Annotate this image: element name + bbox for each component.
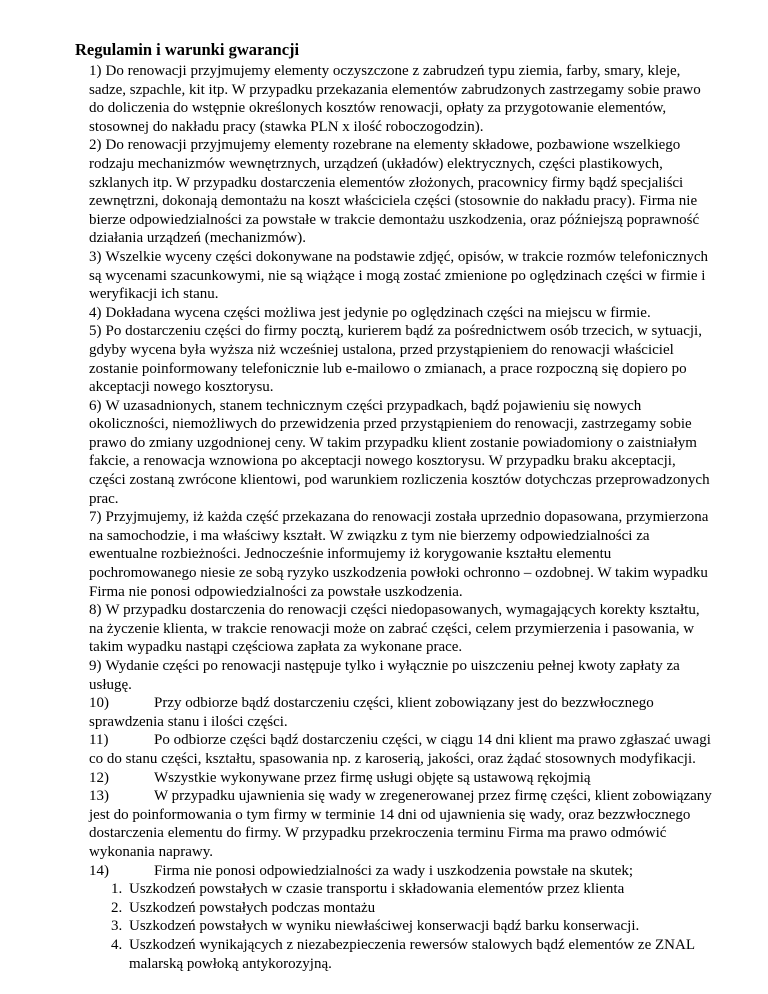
sub-item-text: Uszkodzeń powstałych podczas montażu bbox=[129, 899, 376, 916]
regulation-item-6 bbox=[89, 397, 714, 509]
sub-item-number: 4. bbox=[111, 936, 123, 953]
regulation-item-14 bbox=[89, 862, 714, 881]
item-text: Dokładana wycena części możliwa jest jedynie po oględzinach części na miejscu w firmie. bbox=[105, 304, 651, 321]
item-number: 14) bbox=[89, 862, 109, 879]
item-number: 13) bbox=[89, 788, 109, 805]
sub-item-1 bbox=[89, 880, 714, 899]
item-text: Przyjmujemy, iż każda część przekazana do renowacji została uprzednio dopasowana, przymierzona na samochodzie, i ma właściwy kształt. W związku z tym nie bierzemy odpowiedzialności za ewentualne rozbieżności. Jednocześnie informujemy iż korygowanie kształtu elementu pochromowanego niesie ze sobą ryzyko uszkodzenia powłoki ochronno – ozdobnej. W takim wypadku Firma nie ponosi odpowiedzialności za powstałe uszkodzenia. bbox=[89, 509, 709, 600]
item-number: 6) bbox=[89, 397, 102, 414]
item-text: W przypadku ujawnienia się wady w zregenerowanej przez firmę części, klient zobowiązany jest do poinformowania o tym firmy w terminie 14 dni od ujawnienia się wady, oraz bezzwłocznego dostarczenia elementu do firmy. W przypadku przekroczenia terminu Firma ma prawo odmówić wykonania naprawy. bbox=[89, 788, 712, 860]
item-text: Po odbiorze części bądź dostarczeniu części, w ciągu 14 dni klient ma prawo zgłaszać uwagi co do stanu części, kształtu, spasowania np. z karoserią, jakości, oraz żądać stosownych modyfikacji. bbox=[89, 732, 711, 767]
regulation-item-8 bbox=[89, 601, 714, 657]
sub-item-text: Uszkodzeń powstałych w czasie transportu i składowania elementów przez klienta bbox=[129, 881, 625, 898]
sub-item-3 bbox=[89, 917, 714, 936]
sub-item-text: Uszkodzeń powstałych w wyniku niewłaściwej konserwacji bądź barku konserwacji. bbox=[129, 918, 640, 935]
item-text: Do renowacji przyjmujemy elementy oczyszczone z zabrudzeń typu ziemia, farby, smary, kleje, sadze, szpachle, kit itp. W przypadku przekazania elementów zabrudzonych zastrzegamy sobie prawo do doliczenia do wstępnie określonych kosztów renowacji, opłaty za przygotowanie elementów, stosownej do nakładu pracy (stawka PLN x ilość roboczogodzin). bbox=[89, 63, 701, 135]
item-number: 2) bbox=[89, 137, 102, 154]
item-text: Przy odbiorze bądź dostarczeniu części, klient zobowiązany jest do bezzwłocznego sprawdzenia stanu i ilości części. bbox=[89, 695, 654, 730]
item-text: Wydanie części po renowacji następuje tylko i wyłącznie po uiszczeniu pełnej kwoty zapłaty za usługę. bbox=[89, 658, 680, 693]
sub-item-text: Uszkodzeń wynikających z niezabezpieczenia rewersów stalowych bądź elementów ze ZNAL malarską powłoką antykorozyjną. bbox=[129, 936, 695, 972]
sub-item-4 bbox=[89, 936, 714, 973]
item-number: 8) bbox=[89, 602, 102, 619]
item-text: W przypadku dostarczenia do renowacji części niedopasowanych, wymagających korekty kształtu, na życzenie klienta, w trakcie renowacji może on zabrać części, celem przymierzenia i pasowania, w takim wypadku nastąpi częściowa zapłata za wykonane prace. bbox=[89, 602, 700, 656]
item-number: 7) bbox=[89, 509, 102, 526]
regulation-item-1 bbox=[89, 62, 714, 136]
item-number: 3) bbox=[89, 248, 102, 265]
regulation-item-12 bbox=[89, 769, 714, 788]
item-text: Wszystkie wykonywane przez firmę usługi objęte są ustawową rękojmią bbox=[154, 769, 591, 786]
regulation-item-5 bbox=[89, 322, 714, 396]
item-text: Firma nie ponosi odpowiedzialności za wady i uszkodzenia powstałe na skutek; bbox=[154, 862, 634, 879]
regulation-item-10 bbox=[89, 694, 714, 731]
item-text: W uzasadnionych, stanem technicznym części przypadkach, bądź pojawieniu się nowych okoliczności, niemożliwych do przewidzenia przed przystąpieniem do renowacji, zastrzegamy sobie prawo do zmiany uzgodnionej ceny. W takim przypadku klient zostanie powiadomiony o zaistniałym fakcie, a renowacja wznowiona po akceptacji nowego kosztorysu. W przypadku braku akceptacji, części zostaną zwrócone klientowi, pod warunkiem rozliczenia kosztów dotychczas przeprowadzonych prac. bbox=[89, 397, 710, 507]
item-number: 11) bbox=[89, 732, 109, 749]
item-text: Wszelkie wyceny części dokonywane na podstawie zdjęć, opisów, w trakcie rozmów telefonicznych są wycenami szacunkowymi, nie są wiążące i mogą zostać zmienione po oględzinach części w firmie i weryfikacji ich stanu. bbox=[89, 248, 709, 303]
document-title: Regulamin i warunki gwarancji bbox=[75, 40, 300, 59]
sub-item-2 bbox=[89, 899, 714, 918]
item-number: 1) bbox=[89, 63, 102, 79]
item-number: 12) bbox=[89, 769, 109, 786]
regulation-item-7 bbox=[89, 508, 714, 601]
sub-item-number: 1. bbox=[111, 881, 123, 898]
regulation-item-9 bbox=[89, 657, 714, 694]
regulation-item-13 bbox=[89, 787, 714, 861]
item-number: 10) bbox=[89, 695, 109, 712]
item-number: 9) bbox=[89, 658, 102, 674]
regulation-item-4 bbox=[89, 304, 714, 323]
sub-item-number: 3. bbox=[111, 918, 123, 935]
document-body bbox=[89, 62, 714, 973]
item-text: Do renowacji przyjmujemy elementy rozebrane na elementy składowe, pozbawione wszelkiego rodzaju mechanizmów wewnętrznych, urządzeń (układów) elektrycznych, części plastikowych, szklanych itp. W przypadku dostarczenia elementów złożonych, pracownicy firmy bądź specjaliści zewnętrzni, dokonają demontażu na koszt właściciela części (stosownie do nakładu pracy). Firma nie bierze odpowiedzialności za powstałe w trakcie demontażu uszkodzenia, oraz późniejszą poprawność działania urządzeń (mechanizmów). bbox=[89, 137, 700, 247]
sub-item-number: 2. bbox=[111, 899, 123, 916]
item-number: 4) bbox=[89, 304, 102, 321]
item-text: Po dostarczeniu części do firmy pocztą, kurierem bądź za pośrednictwem osób trzecich, w sytuacji, gdyby wycena była wyższa niż wcześniej ustalona, przed przystąpieniem do renowacji właściciel zostanie poinformowany telefonicznie lub e-mailowo o zmianach, a prace rozpoczną się dopiero po akceptacji nowego kosztorysu. bbox=[89, 323, 702, 396]
regulation-item-11 bbox=[89, 731, 714, 768]
regulation-item-2 bbox=[89, 136, 714, 248]
regulation-item-3 bbox=[89, 248, 714, 304]
item-number: 5) bbox=[89, 323, 102, 340]
